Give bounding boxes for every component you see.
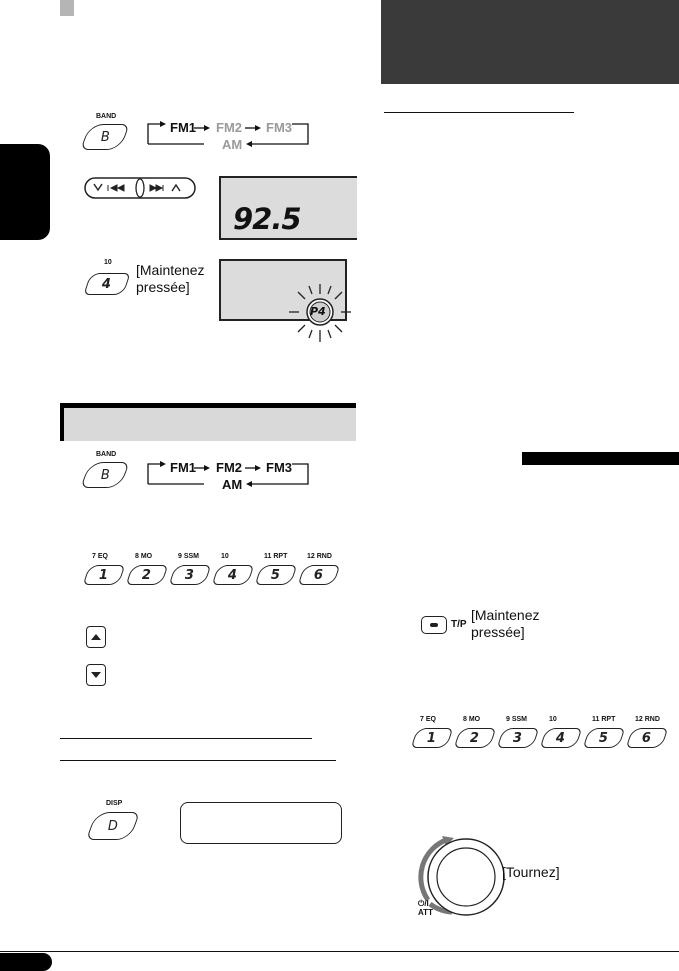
band-cycle-diagram-2 bbox=[146, 458, 316, 492]
rule-2 bbox=[60, 760, 336, 761]
number-key-1[interactable]: 1 bbox=[411, 728, 453, 748]
band-fm3: FM3 bbox=[266, 120, 292, 135]
black-heading-bar bbox=[522, 452, 679, 465]
disp-button[interactable]: D bbox=[86, 812, 140, 840]
number-key-label: 11 RPT bbox=[592, 716, 616, 723]
number-keys-row-right bbox=[412, 716, 679, 750]
number-key-label: 9 SSM bbox=[506, 716, 528, 723]
tp-label: T/P bbox=[451, 619, 467, 630]
preset-4-button[interactable]: 4 bbox=[83, 273, 130, 295]
band-fm3-2: FM3 bbox=[266, 460, 292, 475]
band-am-2: AM bbox=[222, 477, 243, 492]
bottom-rule bbox=[0, 951, 679, 952]
frequency-display bbox=[219, 176, 357, 240]
number-key-6[interactable]: 6 bbox=[626, 728, 668, 748]
language-side-tab bbox=[0, 144, 50, 240]
triangle-up-icon bbox=[90, 633, 102, 641]
band-cycle-diagram bbox=[146, 118, 316, 152]
number-key-3[interactable]: 3 bbox=[169, 565, 211, 585]
number-key-1[interactable]: 1 bbox=[83, 565, 125, 585]
turn-instruction: [Tournez] bbox=[502, 864, 560, 880]
number-key-label: 8 MO bbox=[463, 716, 481, 723]
number-key-6[interactable]: 6 bbox=[298, 565, 340, 585]
section-header-box bbox=[381, 0, 679, 84]
up-button[interactable] bbox=[86, 626, 106, 648]
display-outline bbox=[180, 802, 342, 844]
header-rule bbox=[384, 112, 574, 113]
tp-hold-instruction: [Maintenez pressée] bbox=[471, 607, 540, 640]
frequency-value: 92.5 bbox=[233, 202, 301, 236]
triangle-down-icon bbox=[90, 671, 102, 679]
number-key-label: 10 bbox=[549, 716, 557, 723]
band-button[interactable]: B bbox=[80, 124, 129, 150]
number-key-label: 12 RND bbox=[635, 716, 660, 723]
number-key-5[interactable]: 5 bbox=[255, 565, 297, 585]
power-label: ⏻/I bbox=[418, 899, 429, 908]
number-key-2[interactable]: 2 bbox=[126, 565, 168, 585]
band-key-label: BAND bbox=[96, 113, 117, 120]
att-label: ATT bbox=[418, 908, 433, 917]
band-fm1: FM1 bbox=[170, 120, 196, 135]
rule-1 bbox=[60, 738, 312, 739]
band-fm1-2: FM1 bbox=[170, 460, 196, 475]
band-key-label-2: BAND bbox=[96, 451, 117, 458]
grey-marker bbox=[60, 0, 74, 16]
number-key-label: 10 bbox=[221, 553, 229, 560]
bar-icon bbox=[429, 622, 439, 628]
band-am: AM bbox=[222, 137, 243, 152]
number-key-label: 7 EQ bbox=[420, 716, 436, 723]
band-button-2[interactable]: B bbox=[80, 462, 129, 488]
number-key-label: 8 MO bbox=[135, 553, 153, 560]
number-key-4[interactable]: 4 bbox=[212, 565, 254, 585]
band-fm2: FM2 bbox=[216, 120, 242, 135]
number-key-4[interactable]: 4 bbox=[540, 728, 582, 748]
hold-instruction: [Maintenez pressée] bbox=[136, 262, 205, 295]
preset-key-label: 10 bbox=[104, 259, 112, 266]
number-key-label: 9 SSM bbox=[178, 553, 200, 560]
page-number-pill bbox=[0, 953, 52, 971]
number-key-label: 12 RND bbox=[307, 553, 332, 560]
number-keys-row-left bbox=[84, 553, 344, 587]
number-key-3[interactable]: 3 bbox=[497, 728, 539, 748]
tuning-rocker-button[interactable] bbox=[84, 176, 196, 200]
band-fm2-2: FM2 bbox=[216, 460, 242, 475]
tp-button[interactable] bbox=[421, 616, 447, 634]
number-key-label: 11 RPT bbox=[264, 553, 288, 560]
number-key-5[interactable]: 5 bbox=[583, 728, 625, 748]
section-title-box bbox=[60, 403, 356, 441]
number-key-2[interactable]: 2 bbox=[454, 728, 496, 748]
number-key-label: 7 EQ bbox=[92, 553, 108, 560]
disp-key-label: DISP bbox=[106, 800, 123, 807]
preset-number: P4 bbox=[310, 305, 326, 318]
down-button[interactable] bbox=[86, 664, 106, 686]
